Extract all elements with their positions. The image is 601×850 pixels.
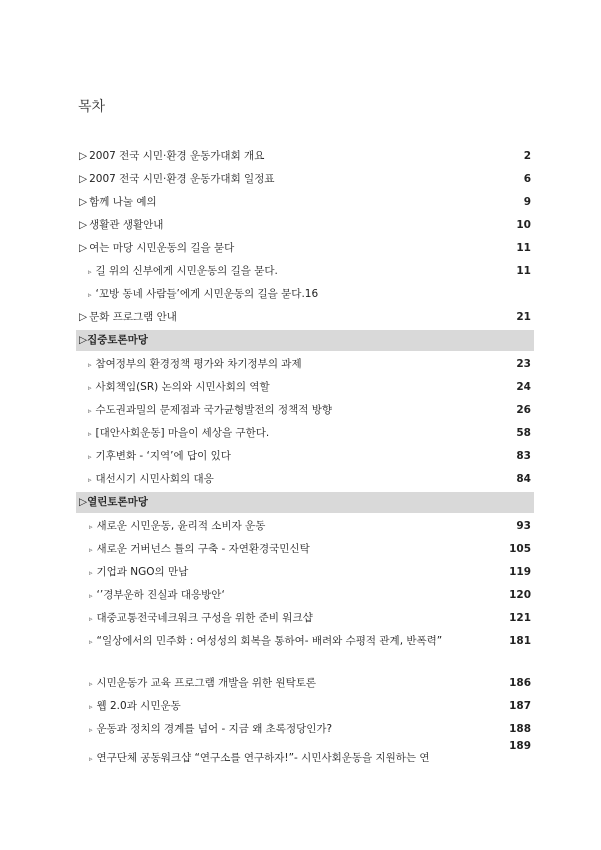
- toc-subentry[interactable]: [76, 538, 534, 561]
- toc-page-number: 83: [516, 450, 531, 462]
- small-triangle-icon: ▹: [89, 726, 93, 734]
- small-triangle-icon: ▹: [89, 638, 93, 646]
- toc-entry[interactable]: [76, 168, 534, 191]
- toc-entry-label: 시민운동가 교육 프로그램 개발을 위한 원탁토론: [96, 677, 317, 689]
- toc-entry[interactable]: [76, 145, 534, 168]
- table-of-contents: [76, 145, 534, 771]
- toc-subentry[interactable]: [76, 353, 534, 376]
- small-triangle-icon: ▹: [88, 268, 92, 276]
- triangle-icon: ▷: [79, 311, 88, 323]
- toc-page-number: 93: [516, 520, 531, 532]
- triangle-icon: ▷: [79, 196, 88, 208]
- toc-subentry[interactable]: [76, 376, 534, 399]
- small-triangle-icon: ▹: [88, 291, 92, 299]
- small-triangle-icon: ▹: [88, 384, 92, 392]
- toc-subentry[interactable]: [76, 561, 534, 584]
- small-triangle-icon: ▹: [89, 592, 93, 600]
- toc-subentry[interactable]: [76, 630, 534, 672]
- toc-entry-label: 여는 마당 시민운동의 길을 묻다: [89, 242, 235, 254]
- small-triangle-icon: ▹: [88, 476, 92, 484]
- toc-entry-label: 길 위의 신부에게 시민운동의 길을 묻다.: [95, 265, 278, 277]
- toc-page-number: 188: [509, 723, 531, 735]
- toc-entry-label: 새로운 시민운동, 윤리적 소비자 운동: [96, 520, 266, 532]
- toc-subentry[interactable]: [76, 515, 534, 538]
- toc-entry-label: ‘꼬방 동네 사람들’에게 시민운동의 길을 묻다.16: [95, 288, 319, 300]
- small-triangle-icon: ▹: [89, 615, 93, 623]
- small-triangle-icon: ▹: [89, 755, 93, 763]
- toc-entry-label: 운동과 정치의 경계를 넘어 - 지금 왜 초록정당인가?: [96, 723, 333, 735]
- toc-page-number: 9: [523, 196, 531, 208]
- toc-entry-label: ‘’경부운하 진실과 대응방안‘: [96, 589, 225, 601]
- triangle-icon: ▷: [79, 496, 88, 508]
- small-triangle-icon: ▹: [88, 430, 92, 438]
- toc-entry-label: 수도권과밀의 문제점과 국가균형발전의 정책적 방향: [95, 404, 333, 416]
- toc-page-number: 187: [509, 700, 531, 712]
- toc-page-number: 23: [516, 358, 531, 370]
- toc-entry-label: 생활관 생활안내: [89, 219, 164, 231]
- toc-subentry[interactable]: [76, 283, 534, 306]
- triangle-icon: ▷: [79, 242, 88, 254]
- toc-page-number: 119: [509, 566, 531, 578]
- page-title: 목차: [78, 99, 106, 115]
- toc-page-number: 2: [523, 150, 531, 162]
- small-triangle-icon: ▹: [89, 703, 93, 711]
- section-title: 열린토론마당: [87, 496, 148, 508]
- toc-page-number: 6: [523, 173, 531, 185]
- toc-entry-label: [대안사회운동] 마을이 세상을 구한다.: [95, 427, 270, 439]
- section-header-open-forum[interactable]: [76, 492, 534, 513]
- small-triangle-icon: ▹: [89, 546, 93, 554]
- toc-page-number: 21: [516, 311, 531, 323]
- toc-subentry[interactable]: [76, 422, 534, 445]
- toc-page-number: 26: [516, 404, 531, 416]
- triangle-icon: ▷: [79, 334, 88, 346]
- toc-subentry[interactable]: [76, 399, 534, 422]
- toc-entry[interactable]: [76, 306, 534, 329]
- toc-entry-label: 2007 전국 시민·환경 운동가대회 개요: [89, 150, 265, 162]
- toc-entry[interactable]: [76, 191, 534, 214]
- toc-entry-label: 사회책임(SR) 논의와 시민사회의 역할: [95, 381, 270, 393]
- small-triangle-icon: ▹: [89, 523, 93, 531]
- toc-page-number: 121: [509, 612, 531, 624]
- toc-page-number: 10: [516, 219, 531, 231]
- toc-subentry[interactable]: [76, 672, 534, 695]
- small-triangle-icon: ▹: [88, 361, 92, 369]
- toc-subentry[interactable]: [76, 695, 534, 718]
- triangle-icon: ▷: [79, 150, 88, 162]
- toc-entry-label: 대중교통전국네크워크 구성을 위한 준비 워크샵: [96, 612, 313, 624]
- toc-entry-label: 웹 2.0과 시민운동: [96, 700, 181, 712]
- toc-page-number: 84: [516, 473, 531, 485]
- toc-page-number: 11: [516, 242, 531, 254]
- small-triangle-icon: ▹: [88, 453, 92, 461]
- small-triangle-icon: ▹: [89, 569, 93, 577]
- toc-subentry[interactable]: [76, 607, 534, 630]
- toc-entry-label: 기업과 NGO의 만남: [96, 566, 189, 578]
- toc-entry-label: 새로운 거버넌스 틀의 구축 - 자연환경국민신탁: [96, 543, 310, 555]
- toc-subentry[interactable]: [76, 468, 534, 491]
- toc-subentry[interactable]: [76, 445, 534, 468]
- toc-entry[interactable]: [76, 214, 534, 237]
- triangle-icon: ▷: [79, 173, 88, 185]
- toc-page-number: 186: [509, 677, 531, 689]
- toc-entry[interactable]: [76, 237, 534, 260]
- toc-page-number: 189: [509, 740, 531, 752]
- toc-page-number: 105: [509, 543, 531, 555]
- toc-entry-label: 2007 전국 시민·환경 운동가대회 일정표: [89, 173, 275, 185]
- toc-subentry[interactable]: [76, 741, 534, 771]
- small-triangle-icon: ▹: [88, 407, 92, 415]
- toc-entry-label: 대선시기 시민사회의 대응: [95, 473, 214, 485]
- section-title: 집중토론마당: [87, 334, 148, 346]
- toc-entry-label: 참여정부의 환경정책 평가와 차기정부의 과제: [95, 358, 302, 370]
- toc-subentry[interactable]: [76, 260, 534, 283]
- toc-entry-label: 함께 나눌 예의: [89, 196, 157, 208]
- small-triangle-icon: ▹: [89, 680, 93, 688]
- toc-subentry[interactable]: [76, 718, 534, 741]
- toc-entry-label: “일상에서의 민주화 : 여성성의 회복을 통하여- 배려와 수평적 관계, 반폭력”: [96, 635, 443, 647]
- toc-page-number: 58: [516, 427, 531, 439]
- toc-page-number: 120: [509, 589, 531, 601]
- toc-subentry[interactable]: [76, 584, 534, 607]
- toc-page-number: 11: [516, 265, 531, 277]
- toc-entry-label: 문화 프로그램 안내: [89, 311, 177, 323]
- section-header-concentrated-forum[interactable]: [76, 330, 534, 351]
- toc-entry-label: 연구단체 공동워크샵 “연구소를 연구하자!”- 시민사회운동을 지원하는 연: [96, 752, 430, 764]
- toc-entry-label: 기후변화 - ‘지역’에 답이 있다: [95, 450, 231, 462]
- toc-page-number: 181: [509, 635, 531, 647]
- toc-page-number: 24: [516, 381, 531, 393]
- triangle-icon: ▷: [79, 219, 88, 231]
